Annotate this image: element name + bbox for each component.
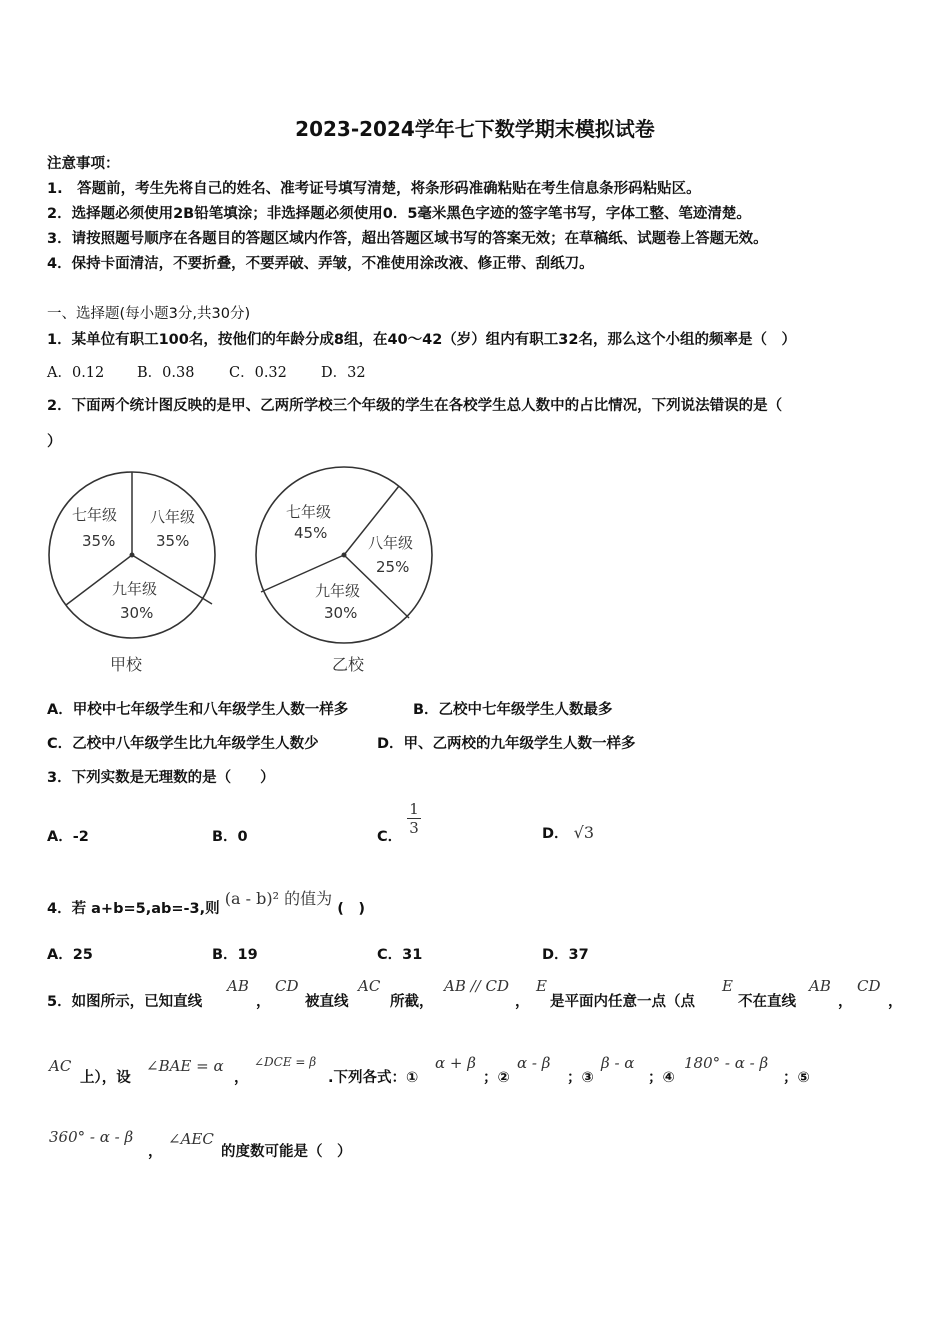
- q5-text-12: 的度数可能是（ ）: [221, 1144, 352, 1160]
- pie-jia-grade9-pct: 30%: [120, 604, 154, 622]
- section-heading: 一、选择题(每小题3分,共30分): [47, 306, 251, 322]
- q5-formula-4: 180° - α - β: [684, 1054, 769, 1072]
- q5-comma-6: ，: [148, 1144, 163, 1160]
- q4-option-d: D．37: [542, 947, 589, 963]
- q5-comma-3: ，: [838, 994, 853, 1010]
- page-title: 2023-2024学年七下数学期末模拟试卷: [295, 117, 655, 141]
- pie-charts-figure: [40, 462, 460, 682]
- pie-yi-grade8-pct: 25%: [376, 558, 410, 576]
- q4-expression: (a - b)² 的值为: [224, 889, 333, 908]
- q5-math-cd-2: CD: [857, 977, 881, 995]
- pie-jia-grade8-label: 八年级: [150, 508, 196, 526]
- q4-option-b: B．19: [212, 947, 258, 963]
- notice-item-3: 3．请按照题号顺序在各题目的答题区域内作答，超出答题区域书写的答案无效；在草稿纸、试题卷上答题无效。: [47, 231, 768, 247]
- q5-comma-5: ，: [234, 1070, 249, 1086]
- q5-math-parallel: AB // CD: [444, 977, 510, 995]
- q1-option-c: C．0.32: [229, 365, 287, 381]
- q5-math-angle-aec: ∠AEC: [168, 1130, 214, 1148]
- question-1-stem: 1．某单位有职工100名，按他们的年龄分成8组，在40～42（岁）组内有职工32名，那么这个小组的频率是（ ）: [47, 332, 796, 348]
- question-2-stem-end: ）: [47, 434, 62, 450]
- q2-option-c: C．乙校中八年级学生比九年级学生人数少: [47, 736, 319, 752]
- notice-item-2: 2．选择题必须使用2B铅笔填涂；非选择题必须使用0．5毫米黑色字迹的签字笔书写，字体工整、笔迹清楚。: [47, 206, 751, 222]
- q5-text-8: ；②: [483, 1070, 510, 1086]
- pie-jia-grade9-label: 九年级: [112, 580, 158, 598]
- q5-formula-1: α + β: [435, 1054, 476, 1072]
- q4-option-a: A．25: [47, 947, 93, 963]
- q5-text-5: 不在直线: [738, 994, 796, 1010]
- pie-chart-jia: [49, 472, 215, 674]
- q5-math-angle-bae: ∠BAE = α: [146, 1057, 224, 1075]
- q2-option-d: D．甲、乙两校的九年级学生人数一样多: [377, 736, 636, 752]
- q2-option-b: B．乙校中七年级学生人数最多: [413, 702, 613, 718]
- q5-math-e: E: [536, 977, 547, 995]
- q5-text-7: .下列各式：①: [328, 1070, 419, 1086]
- q1-option-a: A．0.12: [47, 365, 105, 381]
- notice-item-4: 4．保持卡面清洁，不要折叠，不要弄破、弄皱，不准使用涂改液、修正带、刮纸刀。: [47, 256, 594, 272]
- pie-jia-grade8-pct: 35%: [156, 532, 190, 550]
- q5-math-ab-2: AB: [809, 977, 831, 995]
- q3-option-c: [377, 800, 421, 845]
- notice-heading: 注意事项：: [47, 156, 120, 172]
- q5-text-11: ；⑤: [783, 1070, 810, 1086]
- q5-comma-2: ，: [515, 994, 530, 1010]
- pie-chart-yi: [256, 467, 432, 674]
- q5-math-ac: AC: [358, 977, 381, 995]
- pie-jia-center: [130, 553, 135, 558]
- q5-math-ab: AB: [227, 977, 249, 995]
- pie-yi-caption: 乙校: [332, 655, 365, 674]
- pie-yi-grade8-label: 八年级: [368, 534, 414, 552]
- pie-jia-grade7-label: 七年级: [72, 506, 118, 524]
- q5-text-4: 是平面内任意一点（点: [550, 994, 695, 1010]
- q5-comma-4: ，: [888, 994, 903, 1010]
- pie-yi-grade9-pct: 30%: [324, 604, 358, 622]
- q2-option-a: A．甲校中七年级学生和八年级学生人数一样多: [47, 702, 349, 718]
- question-3-stem: 3．下列实数是无理数的是（ ）: [47, 770, 275, 786]
- q3-option-c-label: C．: [377, 829, 403, 845]
- q5-math-e-2: E: [722, 977, 733, 995]
- q5-math-ac-2: AC: [49, 1057, 72, 1075]
- question-4-stem: [47, 886, 365, 917]
- q5-math-cd: CD: [275, 977, 299, 995]
- pie-jia-grade7-pct: 35%: [82, 532, 116, 550]
- notice-item-1: 1. 答题前，考生先将自己的姓名、准考证号填写清楚，将条形码准确粘贴在考生信息条形码粘贴区。: [47, 181, 701, 197]
- pie-jia-caption: 甲校: [110, 655, 143, 674]
- q5-math-angle-dce: ∠DCE = β: [254, 1055, 317, 1069]
- pie-yi-grade9-label: 九年级: [315, 582, 361, 600]
- q5-text-2: 被直线: [305, 994, 349, 1010]
- sqrt-three: √3: [573, 823, 595, 842]
- fraction-numerator: 1: [409, 800, 419, 818]
- fraction-denominator: 3: [409, 819, 419, 837]
- q5-text-9: ；③: [567, 1070, 594, 1086]
- q5-text-3: 所截，: [390, 994, 434, 1010]
- q3-option-d: [542, 822, 594, 843]
- q5-text-1: 5．如图所示，已知直线: [47, 994, 203, 1010]
- fraction-one-third: [407, 800, 421, 837]
- q5-formula-5: 360° - α - β: [49, 1128, 134, 1146]
- q5-comma-1: ，: [256, 994, 271, 1010]
- q3-option-a: A．-2: [47, 829, 89, 845]
- q3-option-b: B．0: [212, 829, 248, 845]
- pie-yi-grade7-pct: 45%: [294, 524, 328, 542]
- q5-text-6: 上），设: [80, 1070, 131, 1086]
- pie-yi-center: [342, 553, 347, 558]
- q4-stem-paren: ( ): [337, 901, 365, 917]
- pie-yi-grade7-label: 七年级: [286, 503, 332, 521]
- q4-option-c: C．31: [377, 947, 423, 963]
- q1-option-d: D．32: [321, 365, 366, 381]
- q1-option-b: B．0.38: [137, 365, 195, 381]
- q3-option-d-label: D．: [542, 826, 569, 842]
- q5-formula-3: β - α: [601, 1054, 635, 1072]
- q5-text-10: ；④: [648, 1070, 675, 1086]
- question-2-stem: 2．下面两个统计图反映的是甲、乙两所学校三个年级的学生在各校学生总人数中的占比情况，下列说法错误的是（: [47, 398, 783, 414]
- q4-stem-text: 4．若 a+b=5,ab=-3,则: [47, 901, 220, 917]
- q5-formula-2: α - β: [517, 1054, 551, 1072]
